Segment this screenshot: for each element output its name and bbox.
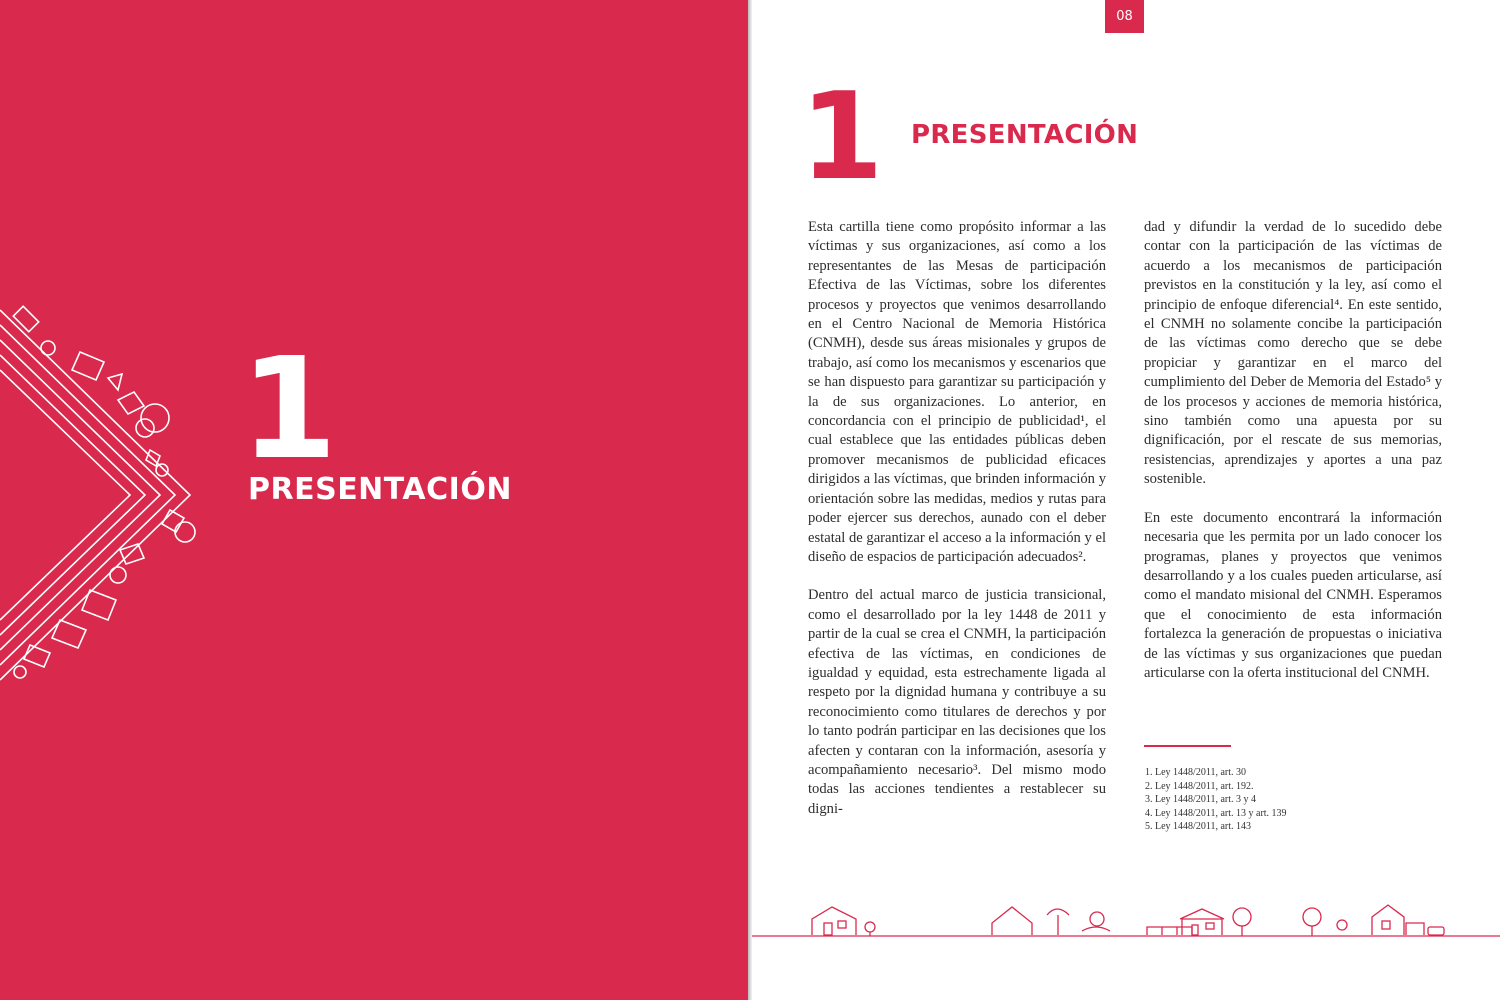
page-number-badge: 08 bbox=[1105, 0, 1144, 33]
chapter-number: 1 bbox=[240, 328, 334, 491]
footnote-item: 5. Ley 1448/2011, art. 143 bbox=[1145, 821, 1252, 832]
village-map-illustration bbox=[0, 300, 200, 700]
paragraph: dad y difundir la verdad de lo sucedido debe contar con la participación de las víctimas de acuerdo a los mecanismos de participación previstos en la constitución y la ley, así como el principio de enfoque diferencial⁴. En este sentido, el CNMH no solamente concibe la participación de las víctimas como derecho que se debe propiciar y garantizar en el marco del cumplimiento del Deber de Memoria del Estado⁵ y de los procesos y acciones de memoria histórica, sino también como una apuesta por su dignificación, por el rescate de sus memorias, resistencias, aprendizajes y aportes a una paz sostenible. bbox=[1144, 219, 1442, 488]
footnote-item: 2. Ley 1448/2011, art. 192. bbox=[1145, 780, 1254, 792]
paragraph: En este documento encontrará la información necesaria que les permita por un lado conocer los programas, planes y proyectos que venimos desarrollando y a los cuales pueden articularse, así como el mandato misional del CNMH. Esperamos que el conocimiento de esta información fortalezca la generación de propuestas o iniciativa de las víctimas y sus organizaciones que puedan articularse con la oferta institucional del CNMH. bbox=[1144, 509, 1442, 681]
footnotes-list bbox=[1145, 766, 1445, 834]
chapter-title: PRESENTACIÓN bbox=[248, 472, 512, 507]
paragraph: Dentro del actual marco de justicia transicional, como el desarrollado por la ley 1448 de 2011 y partir de la cual se crea el CNMH, la participación efectiva de las víctimas, en condiciones de igualdad y equidad, esta estrechamente ligada al respeto por la dignidad humana y contribuye a su reconocimiento como titulares de derechos y por lo tanto podrán participar en las decisiones que los afecten y contaran con la información, asesoría y acompañamiento necesario³. Del mismo modo todas las acciones tendientes a restablecer su digni- bbox=[808, 587, 1106, 817]
footnote-item: 1. Ley 1448/2011, art. 30 bbox=[1145, 767, 1247, 778]
footnote-item: 4. Ley 1448/2011, art. 13 y art. 139 bbox=[1145, 807, 1287, 819]
page-gutter bbox=[748, 0, 752, 1000]
body-column-right bbox=[1144, 218, 1442, 702]
chapter-title-heading: PRESENTACIÓN bbox=[911, 120, 1139, 150]
footnote-item: 3. Ley 1448/2011, art. 3 y 4 bbox=[1145, 794, 1257, 805]
village-skyline-illustration bbox=[752, 895, 1500, 945]
footnote-divider bbox=[1144, 745, 1231, 747]
paragraph: Esta cartilla tiene como propósito informar a las víctimas y sus organizaciones, así como a los representantes de las Mesas de participación Efectiva de las Víctimas, sobre los diferentes procesos y proyectos que venimos desarrollando en el Centro Nacional de Memoria Histórica (CNMH), desde sus áreas misionales y grupos de trabajo, así como los mecanismos y escenarios que se han dispuesto para garantizar su participación y la de sus organizaciones. Lo anterior, en concordancia con el principio de publicidad¹, el cual establece que las entidades públicas deben promover mecanismos de publicidad eficaces dirigidos a las víctimas, que brinden información y orientación sobre las medidas, medios y rutas para poder ejercer sus derechos, aunado con el deber estatal de garantizar el acceso a la información y el diseño de espacios de participación adecuados². bbox=[808, 219, 1106, 565]
chapter-number-heading: 1 bbox=[800, 68, 880, 207]
body-column-left bbox=[808, 218, 1106, 838]
